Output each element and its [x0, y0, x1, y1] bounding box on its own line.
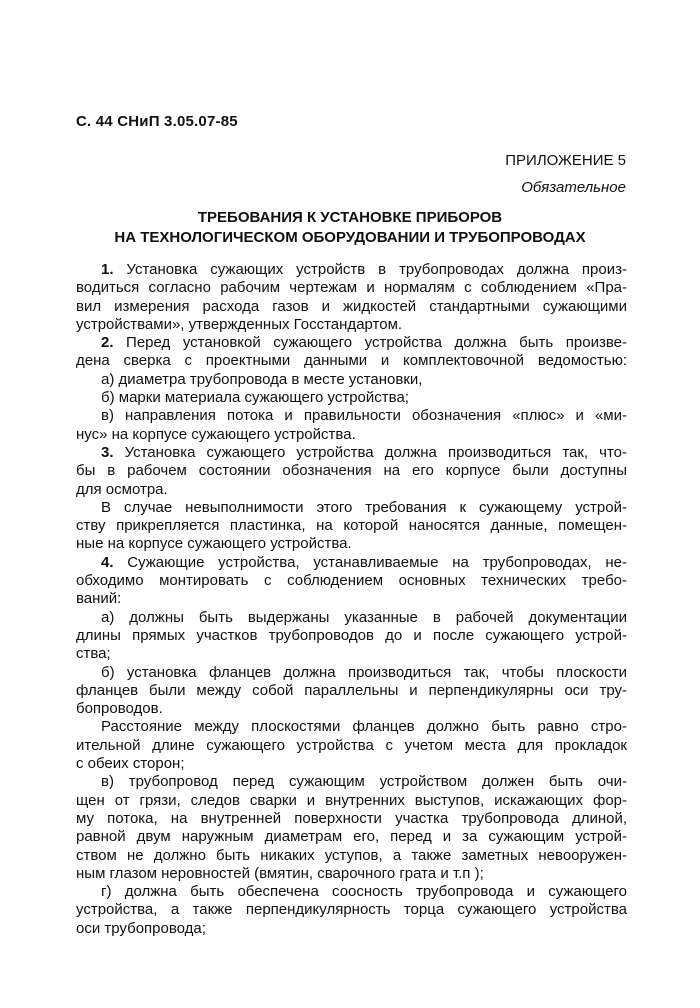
- text-line: 2. Перед установкой сужающего устройства должна быть произве-: [101, 334, 627, 352]
- text-line: Расстояние между плоскостями фланцев должно быть равно стро-: [101, 718, 627, 736]
- text-line: 4. Сужающие устройства, устанавливаемые на трубопроводах, не-: [101, 553, 627, 571]
- item-number: 1.: [101, 261, 114, 278]
- text-line: В случае невыполнимости этого требования к сужающему устрой-: [101, 498, 627, 516]
- text-line: б) установка фланцев должна производиться так, чтобы плоскости: [101, 663, 627, 681]
- text-line: ством не должно быть никаких уступов, а также заметных невооружен-: [76, 846, 627, 864]
- item-number: 4.: [101, 553, 114, 571]
- document-title: [60, 208, 640, 248]
- text-line: г) должна быть обеспечена соосность трубопровода и сужающего: [101, 883, 627, 901]
- body-text: [76, 261, 627, 938]
- text-line: дена сверка с проектными данными и комплектовочной ведомостью:: [76, 352, 627, 370]
- text-line: нус» на корпусе сужающего устройства.: [76, 425, 356, 443]
- text-line: с обеих сторон;: [76, 755, 185, 773]
- text-line: в) направления потока и правильности обозначения «плюс» и «ми-: [101, 407, 627, 425]
- text-line: фланцев были между собой параллельны и перпендикулярны оси тру-: [76, 681, 627, 699]
- text-line: ным глазом неровностей (вмятин, сварочного грата и т.п );: [76, 864, 484, 882]
- text-line: б) марки материала сужающего устройства;: [101, 389, 409, 407]
- text-line: щен от грязи, следов сварки и внутренних выступов, искажающих фор-: [76, 791, 627, 809]
- text-line: бы в рабочем состоянии обозначения на его корпусе были доступны: [76, 462, 627, 480]
- text-line: 1. Установка сужающих устройств в трубопроводах должна произ-: [101, 261, 627, 278]
- text-line: му потока, на внутренней поверхности участка трубопровода длиной,: [76, 809, 627, 827]
- text-line: оси трубопровода;: [76, 919, 206, 937]
- text-line: ства;: [76, 645, 111, 663]
- text-line: ные на корпусе сужающего устройства.: [76, 535, 352, 553]
- text-line: 3. Установка сужающего устройства должна производиться так, что-: [101, 443, 627, 461]
- appendix-status: Обязательное: [521, 179, 626, 196]
- text-line: длины прямых участков трубопроводов до и после сужающего устрой-: [76, 626, 627, 644]
- item-number: 2.: [101, 334, 114, 352]
- text-line: равной двум наружным диаметрам его, перед и за сужающим устрой-: [76, 828, 627, 846]
- text-line: ству прикрепляется пластинка, на которой наносятся данные, помещен-: [76, 517, 627, 535]
- page-header: С. 44 СНиП 3.05.07-85: [76, 113, 238, 130]
- appendix-label: ПРИЛОЖЕНИЕ 5: [505, 152, 626, 169]
- text-line: обходимо монтировать с соблюдением основных технических требо-: [76, 572, 627, 590]
- text-line: ваний:: [76, 590, 122, 608]
- text-line: для осмотра.: [76, 480, 168, 498]
- text-line: в) трубопровод перед сужающим устройством должен быть очи-: [101, 773, 627, 791]
- title-line-1: ТРЕБОВАНИЯ К УСТАНОВКЕ ПРИБОРОВ: [197, 209, 503, 226]
- text-line: а) должны быть выдержаны указанные в рабочей документации: [101, 608, 627, 626]
- item-number: 3.: [101, 443, 114, 461]
- text-line: бопроводов.: [76, 700, 163, 718]
- text-line: вил измерения расхода газов и жидкостей стандартными сужающими: [76, 297, 627, 315]
- title-line-2: НА ТЕХНОЛОГИЧЕСКОМ ОБОРУДОВАНИИ И ТРУБОПРОВОДАХ: [114, 229, 586, 246]
- text-line: устройства, а также перпендикулярность торца сужающего устройства: [76, 901, 627, 919]
- text-line: водиться согласно рабочим чертежам и нормалям с соблюдением «Пра-: [76, 279, 627, 297]
- text-line: ительной длине сужающего устройства с учетом места для прокладок: [76, 736, 627, 754]
- text-line: а) диаметра трубопровода в месте установки,: [101, 370, 423, 388]
- text-line: устройствами», утвержденных Госстандартом.: [76, 315, 403, 333]
